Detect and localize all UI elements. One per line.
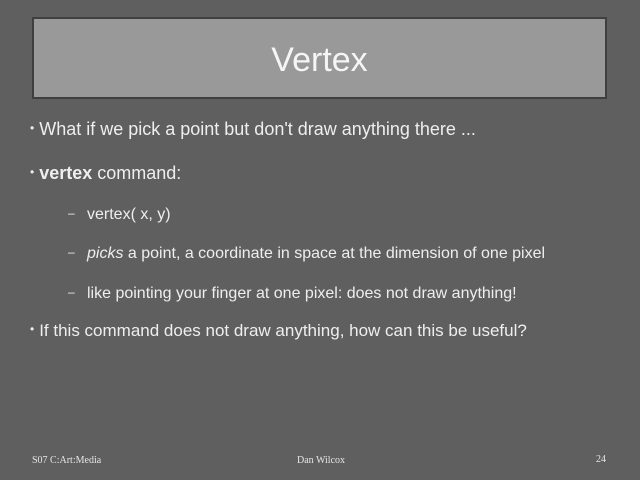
dash-icon: – xyxy=(68,245,75,259)
dash-icon: – xyxy=(68,285,75,299)
dash-icon: – xyxy=(68,206,75,220)
sub-bullet-item xyxy=(68,285,517,303)
sub-bullet-text: a point, a coordinate in space at the dimension of one pixel xyxy=(123,245,546,262)
sub-bullet-text: like pointing your finger at one pixel: does not draw anything! xyxy=(87,285,517,302)
footer-author: Dan Wilcox xyxy=(297,455,346,466)
bullet-bold-text: vertex xyxy=(39,163,93,183)
sub-bullet-item xyxy=(68,245,545,263)
bullet-text: If this command does not draw anything, how can this be useful? xyxy=(39,321,527,340)
sub-bullet-item xyxy=(68,206,171,224)
slide-title-box xyxy=(32,17,607,99)
sub-bullet-italic-text: picks xyxy=(87,245,124,262)
bullet-dot-icon: • xyxy=(30,322,35,336)
bullet-text: What if we pick a point but don't draw anything there ... xyxy=(39,119,476,139)
sub-bullet-text: vertex( x, y) xyxy=(87,206,171,223)
bullet-item xyxy=(30,163,181,184)
slide-title: Vertex xyxy=(271,41,368,79)
footer-page-number: 24 xyxy=(596,454,606,465)
bullet-item xyxy=(30,321,527,341)
bullet-dot-icon: • xyxy=(30,121,35,135)
bullet-dot-icon: • xyxy=(30,165,35,179)
bullet-item xyxy=(30,119,476,140)
bullet-text: command: xyxy=(92,163,182,183)
footer-course: S07 C:Art:Media xyxy=(32,455,102,466)
